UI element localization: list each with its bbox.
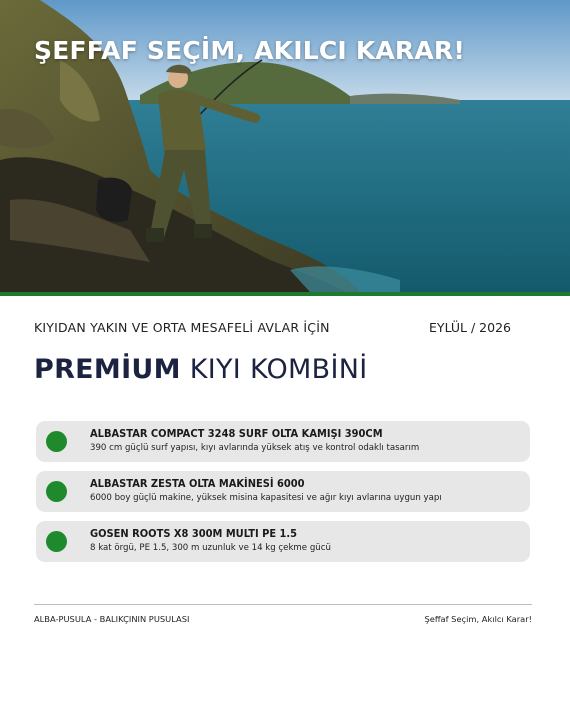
product-card-line: [36, 521, 530, 562]
hero-banner: [0, 0, 570, 292]
footer-slogan: Şeffaf Seçim, Akılcı Karar!: [424, 614, 532, 624]
product-name: ALBASTAR ZESTA OLTA MAKİNESİ 6000: [90, 477, 305, 490]
product-description: 8 kat örgü, PE 1.5, 300 m uzunluk ve 14 kg çekme gücü: [90, 543, 331, 553]
bullet-dot-icon: [46, 531, 67, 552]
product-description: 6000 boy güçlü makine, yüksek misina kapasitesi ve ağır kıyı avlarına uygun yapı: [90, 493, 442, 503]
product-description: 390 cm güçlü surf yapısı, kıyı avlarında yüksek atış ve kontrol odaklı tasarım: [90, 443, 420, 453]
hero-title: ŞEFFAF SEÇİM, AKILCI KARAR!: [34, 36, 465, 65]
product-card-rod: [36, 421, 530, 462]
subtitle: KIYIDAN YAKIN VE ORTA MESAFELİ AVLAR İÇİN: [34, 320, 330, 335]
product-name: GOSEN ROOTS X8 300M MULTI PE 1.5: [90, 527, 298, 540]
green-divider: [0, 292, 570, 296]
page-title: [34, 354, 367, 385]
headline-light: KIYI KOMBİNİ: [189, 354, 368, 385]
product-card-reel: [36, 471, 530, 512]
footer-brand: ALBA-PUSULA - BALIKÇININ PUSULASI: [34, 614, 190, 624]
bullet-dot-icon: [46, 481, 67, 502]
issue-date: EYLÜL / 2026: [429, 320, 511, 335]
product-name: ALBASTAR COMPACT 3248 SURF OLTA KAMIŞI 390CM: [90, 427, 383, 440]
footer-divider: [34, 604, 532, 605]
headline-bold: PREMİUM: [34, 354, 181, 385]
bullet-dot-icon: [46, 431, 67, 452]
